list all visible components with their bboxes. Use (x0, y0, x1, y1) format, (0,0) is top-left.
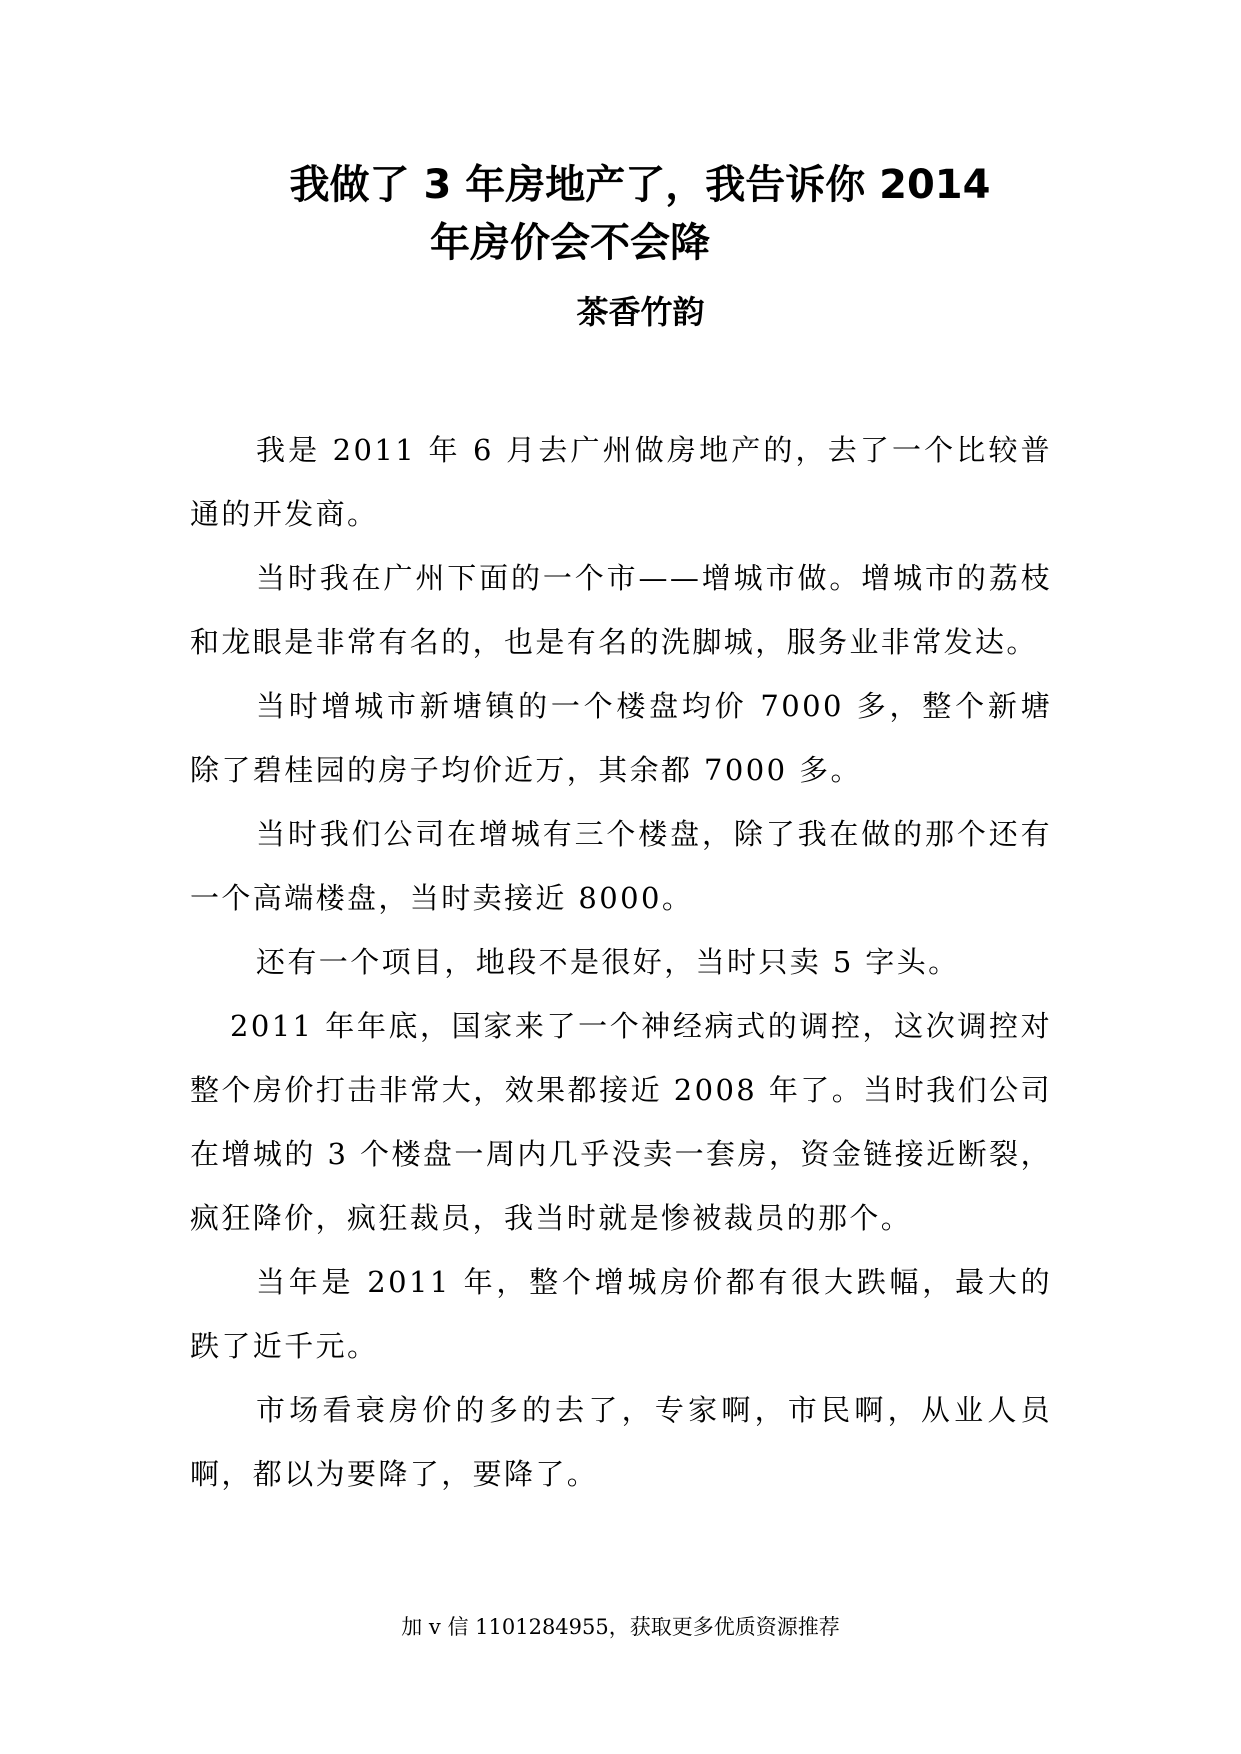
paragraph: 还有一个项目，地段不是很好，当时只卖 5 字头。 (256, 945, 960, 979)
author-name: 茶香竹韵 (576, 293, 705, 331)
title-line-1: 我做了 3 年房地产了，我告诉你 2014 (289, 162, 991, 208)
paragraph: 2011 年年底，国家来了一个神经病式的调控，这次调控对整个房价打击非常大，效果都接近 2008 年了。当时我们公司在增城的 3 个楼盘一周内几乎没卖一套房，资金链接近断裂，疯狂降价，疯狂裁员，我当时就是惨被裁员的那个。 (190, 1009, 1052, 1235)
paragraph: 市场看衰房价的多的去了，专家啊，市民啊，从业人员啊，都以为要降了，要降了。 (190, 1393, 1052, 1491)
page-footer: 加 v 信 1101284955，获取更多优质资源推荐 (401, 1615, 840, 1639)
paragraph: 当时我们公司在增城有三个楼盘，除了我在做的那个还有一个高端楼盘，当时卖接近 8000。 (190, 817, 1052, 915)
article-body (190, 418, 1052, 1506)
paragraph: 当时增城市新塘镇的一个楼盘均价 7000 多，整个新塘除了碧桂园的房子均价近万，其余都 7000 多。 (190, 689, 1052, 787)
paragraph: 当年是 2011 年，整个增城房价都有很大跌幅，最大的跌了近千元。 (190, 1265, 1052, 1363)
paragraph: 我是 2011 年 6 月去广州做房地产的，去了一个比较普通的开发商。 (190, 433, 1052, 531)
document-title (190, 156, 1050, 272)
title-line-2: 年房价会不会降 (430, 220, 710, 266)
paragraph: 当时我在广州下面的一个市——增城市做。增城市的荔枝和龙眼是非常有名的，也是有名的洗脚城，服务业非常发达。 (190, 561, 1052, 659)
